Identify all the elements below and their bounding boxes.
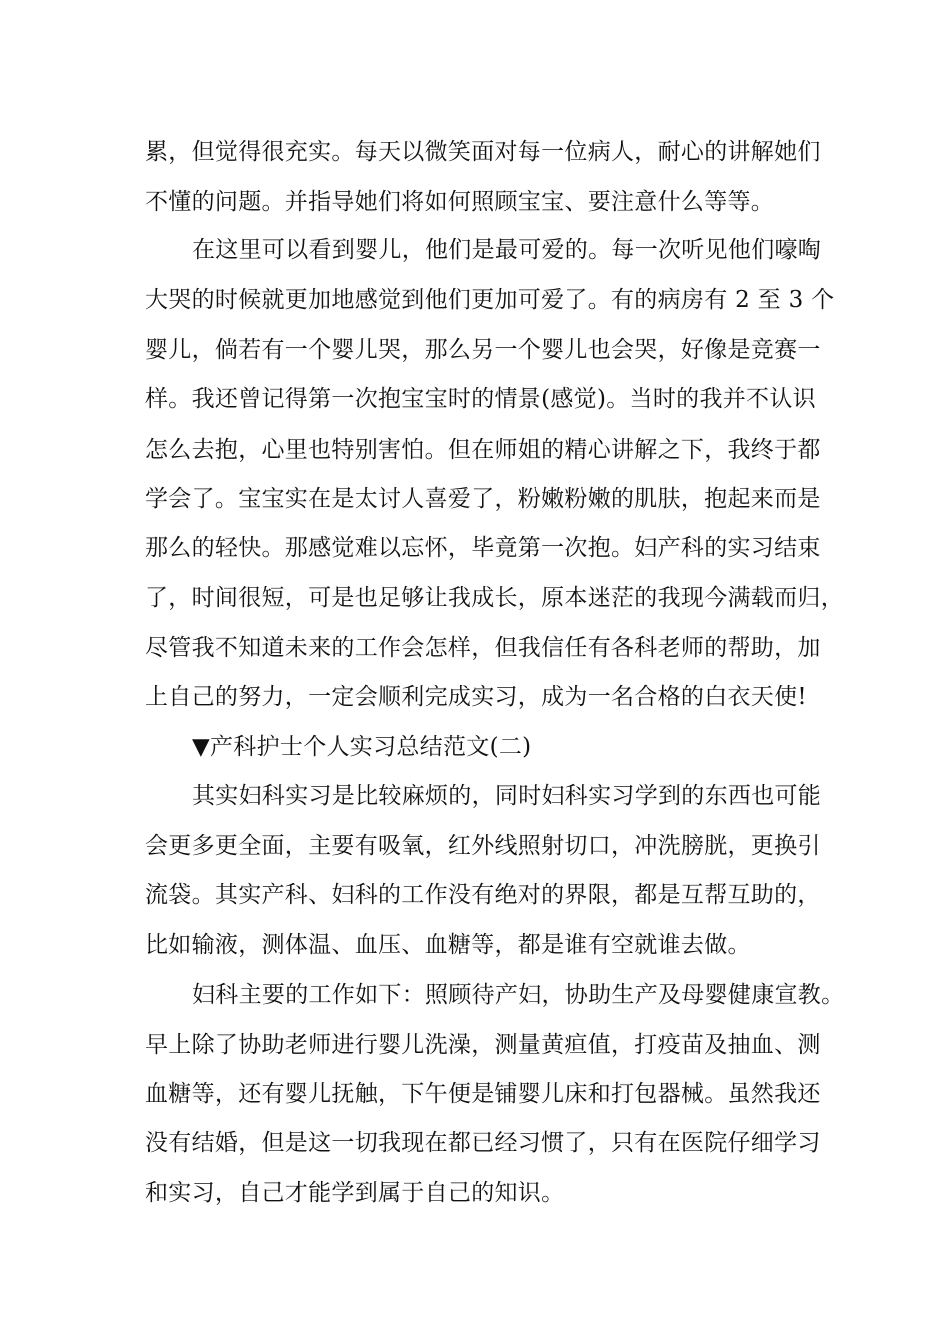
paragraph-line: 上自己的努力，一定会顺利完成实习，成为一名合格的白衣天使!	[145, 684, 807, 710]
paragraph-line: 那么的轻快。那感觉难以忘怀，毕竟第一次抱。妇产科的实习结束	[145, 535, 821, 561]
paragraph-line: 和实习，自己才能学到属于自己的知识。	[145, 1180, 565, 1206]
paragraph-line: 在这里可以看到婴儿，他们是最可爱的。每一次听见他们嚎啕	[192, 237, 822, 263]
paragraph-line: 比如输液，测体温、血压、血糖等，都是谁有空就谁去做。	[145, 932, 751, 958]
paragraph-line: 没有结婚，但是这一切我现在都已经习惯了，只有在医院仔细学习	[145, 1130, 821, 1156]
paragraph-line: 血糖等，还有婴儿抚触，下午便是铺婴儿床和打包器械。虽然我还	[145, 1081, 821, 1107]
paragraph-line: 样。我还曾记得第一次抱宝宝时的情景(感觉)。当时的我并不认识	[145, 386, 816, 412]
paragraph-line: 婴儿，倘若有一个婴儿哭，那么另一个婴儿也会哭，好像是竞赛一	[145, 337, 821, 363]
paragraph-line: 早上除了协助老师进行婴儿洗澡，测量黄疸值，打疫苗及抽血、测	[145, 1032, 821, 1058]
paragraph-line: 不懂的问题。并指导她们将如何照顾宝宝、要注意什么等等。	[145, 189, 775, 215]
paragraph-line: 累，但觉得很充实。每天以微笑面对每一位病人，耐心的讲解她们	[145, 139, 821, 165]
paragraph-line: 会更多更全面，主要有吸氧，红外线照射切口，冲洗膀胱，更换引	[145, 833, 821, 859]
paragraph-line: 其实妇科实习是比较麻烦的，同时妇科实习学到的东西也可能	[192, 783, 822, 809]
section-heading: ▼产科护士个人实习总结范文(二)	[192, 734, 532, 760]
paragraph-line: 流袋。其实产科、妇科的工作没有绝对的界限，都是互帮互助的，	[145, 882, 821, 908]
paragraph-line: 妇科主要的工作如下：照顾待产妇，协助生产及母婴健康宣教。	[192, 982, 845, 1008]
paragraph-line: 学会了。宝宝实在是太讨人喜爱了，粉嫩粉嫩的肌肤，抱起来而是	[145, 486, 821, 512]
paragraph-line: 大哭的时候就更加地感觉到他们更加可爱了。有的病房有 2 至 3 个	[145, 287, 835, 313]
paragraph-line: 尽管我不知道未来的工作会怎样，但我信任有各科老师的帮助，加	[145, 635, 821, 661]
paragraph-line: 怎么去抱，心里也特别害怕。但在师姐的精心讲解之下，我终于都	[145, 437, 821, 463]
paragraph-line: 了，时间很短，可是也足够让我成长，原本迷茫的我现今满载而归，	[145, 585, 844, 611]
